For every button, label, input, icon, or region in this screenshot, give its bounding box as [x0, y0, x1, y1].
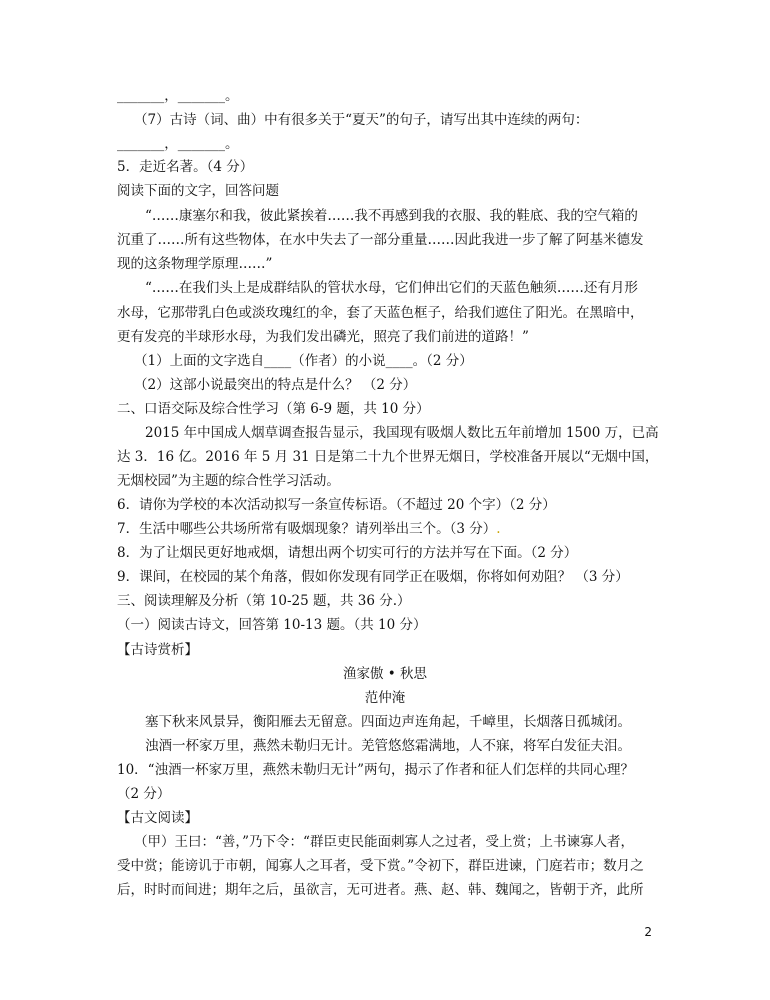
- sub-question-1: （1）上面的文字选自____（作者）的小说____。（2 分）: [134, 353, 473, 369]
- context-paragraph-line: 达 3．16 亿。2016 年 5 月 31 日是第二十九个世界无烟日，学校准备开展以“无烟中国，: [117, 449, 659, 465]
- question-7-prompt: （7）古诗（词、曲）中有很多关于“夏天”的句子，请写出其中连续的两句：: [134, 112, 589, 128]
- poem-section-label: 【古诗赏析】: [117, 642, 198, 658]
- classical-text-line: 后，时时而间进；期年之后，虽欲言，无可进者。燕、赵、韩、魏闻之，皆朝于齐，此所: [117, 882, 644, 898]
- question-7-text: 7．生活中哪些公共场所常有吸烟现象？请列举出三个。（3 分）: [117, 521, 497, 537]
- subsection-1-heading: （一）阅读古诗文，回答第 10-13 题。（共 10 分）: [117, 617, 427, 633]
- passage-line: “……康塞尔和我，彼此紧挨着……我不再感到我的衣服、我的鞋底、我的空气箱的: [145, 208, 638, 224]
- section-2-heading: 二、口语交际及综合性学习（第 6-9 题，共 10 分）: [117, 401, 430, 417]
- question-10-score: （2 分）: [117, 786, 171, 802]
- section-3-heading: 三、阅读理解及分析（第 10-25 题，共 36 分.）: [117, 593, 411, 609]
- poem-title: 渔家傲 • 秋思: [342, 666, 428, 682]
- question-10: 10．“浊酒一杯家万里，燕然未勒归无计”两句，揭示了作者和征人们怎样的共同心理？: [117, 762, 634, 778]
- classical-text-line: 受中赏；能谤讥于市朝，闻寡人之耳者，受下赏。”令初下，群臣进谏，门庭若市；数月之: [117, 858, 644, 874]
- page-number: 2: [644, 925, 652, 939]
- question-5-heading: 5．走近名著。（4 分）: [117, 159, 254, 175]
- sub-question-2: （2）这部小说最突出的特点是什么？ （2 分）: [134, 377, 417, 393]
- question-7: [117, 519, 657, 539]
- answer-blank-line: _______，_______。: [117, 136, 239, 152]
- passage-line: 更有发亮的半球形水母，为我们发出磷光，照亮了我们前进的道路！”: [117, 329, 529, 345]
- context-paragraph-line: 2015 年中国成人烟草调查报告显示，我国现有吸烟人数比五年前增加 1500 万，已高: [145, 425, 659, 441]
- passage-line: 沉重了……所有这些物体，在水中失去了一部分重量……因此我进一步了解了阿基米德发: [117, 232, 644, 248]
- poem-author: 范仲淹: [364, 690, 406, 706]
- classical-section-label: 【古文阅读】: [117, 810, 198, 826]
- passage-line: 水母，它那带乳白色或淡玫瑰红的伞，套了天蓝色框子，给我们遮住了阳光。在黑暗中，: [117, 305, 644, 321]
- context-paragraph-line: 无烟校园”为主题的综合性学习活动。: [117, 473, 340, 489]
- stray-mark: .: [496, 521, 501, 537]
- question-6: 6．请你为学校的本次活动拟写一条宣传标语。（不超过 20 个字）（2 分）: [117, 497, 556, 513]
- passage-line: 现的这条物理学原理……”: [117, 256, 273, 272]
- poem-line: 浊酒一杯家万里，燕然未勒归无计。羌管悠悠霜满地，人不寐，将军白发征夫泪。: [145, 738, 631, 754]
- passage-line: “……在我们头上是成群结队的管状水母，它们伸出它们的天蓝色触须……还有月形: [145, 280, 638, 296]
- answer-blank-line: _______，_______。: [117, 88, 239, 104]
- reading-instruction: 阅读下面的文字，回答问题: [117, 183, 279, 199]
- question-8: 8．为了让烟民更好地戒烟，请想出两个切实可行的方法并写在下面。（2 分）: [117, 545, 578, 561]
- classical-text-line: （甲）王曰：“善，”乃下令：“群臣吏民能面刺寡人之过者，受上赏；上书谏寡人者，: [134, 834, 634, 850]
- poem-line: 塞下秋来风景异，衡阳雁去无留意。四面边声连角起，千嶂里，长烟落日孤城闭。: [145, 714, 631, 730]
- question-9: 9．课间，在校园的某个角落，假如你发现有同学正在吸烟，你将如何劝阻？ （3 分）: [117, 569, 629, 585]
